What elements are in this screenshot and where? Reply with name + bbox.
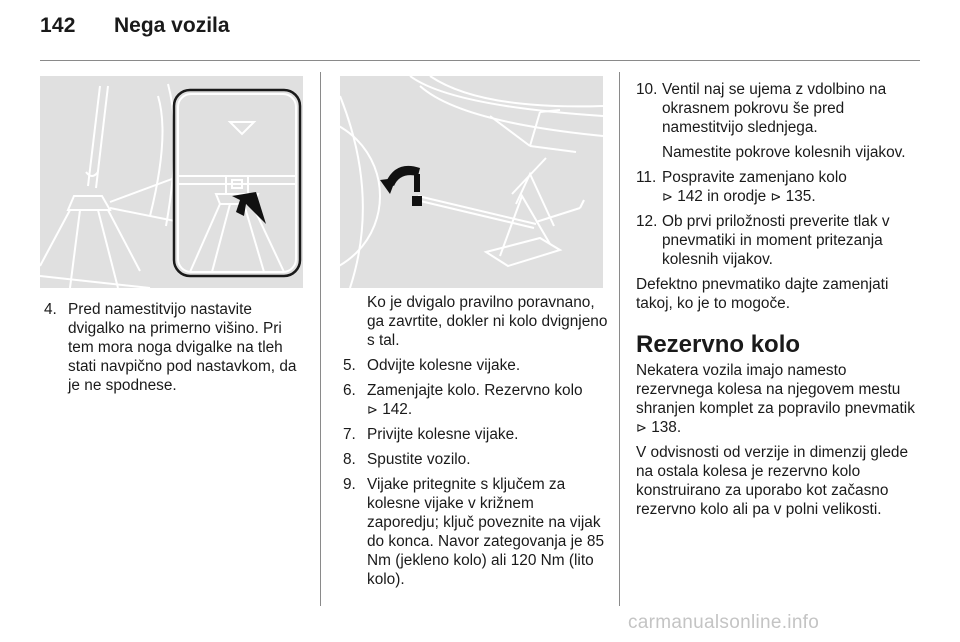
column-1 [44,300,310,401]
page-ref-icon: ⊳ [662,189,673,204]
watermark: carmanualsonline.info [628,612,820,633]
step-text: Ob prvi priložnosti preverite tlak v pnevmatiki in moment pritezanja kolesnih vijakov. [662,213,890,268]
defect-note: Defektno pnevmatiko dajte zamenjati takoj, ko je to mogoče. [636,276,889,312]
step-text: Pred namestitvijo nastavite dvigalko na primerno višino. Pri tem mora noga dvigalke na tleh stati navpično pod nastavkom, da je ne spodnese. [68,301,297,394]
header-rule [40,60,920,61]
step-text: Privijte kolesne vijake. [367,426,519,443]
step-text: Ventil naj se ujema z vdolbino na okrasnem pokrovu še pred namestitvijo slednjega. [662,81,887,136]
page-ref-link[interactable]: 142. [382,401,413,418]
page-ref-icon: ⊳ [770,189,782,204]
column-divider-1 [320,72,321,606]
paragraph-text: Nekatera vozila imajo namesto rezervnega kolesa na njegovem mestu shranjen komplet za popravilo pnevmatik [636,362,915,417]
figure-jack-crank [340,76,603,288]
page-ref-link[interactable]: 138. [651,419,682,436]
spare-wheel-paragraph-2: V odvisnosti od verzije in dimenzij glede na ostala kolesa je rezervno kolo konstruirano za uporabo kot začasno rezervno kolo ali pa v polni velikosti. [636,444,909,518]
step-text: Zamenjajte kolo. Rezervno kolo [367,382,583,399]
page-ref-link[interactable]: 142 in orodje [677,188,767,205]
section-title: Rezervno kolo [636,331,801,358]
step-text: Spustite vozilo. [367,451,471,468]
page-ref-icon: ⊳ [636,420,647,435]
step-9 [343,475,609,589]
column-2 [343,293,609,595]
step-number: 4. [44,301,57,318]
step-6 [343,381,609,419]
step-text: Vijake pritegnite s ključem za kolesne vijake v križnem zaporedju; ključ poveznite na vijak do konca. Navor zategovanja je 85 Nm (jekleno kolo) ali 120 Nm (lito kolo). [367,476,604,588]
page-number: 142 [40,14,76,37]
page-ref-icon: ⊳ [367,402,378,417]
step-11 [636,168,926,206]
step-12 [636,212,926,269]
step-number: 6. [343,382,356,399]
step-number: 5. [343,357,356,374]
step-number: 10. [636,81,658,98]
step-7 [343,425,609,444]
step-number: 7. [343,426,356,443]
step-text: Pospravite zamenjano kolo [662,169,847,186]
step-number: 12. [636,213,658,230]
step-number: 9. [343,476,356,493]
jack-intro: Ko je dvigalo pravilno poravnano, ga zavrtite, dokler ni kolo dvignjeno s tal. [367,294,608,349]
step-10-sub: Namestite pokrove kolesnih vijakov. [662,144,906,161]
page-ref-link[interactable]: 135. [785,188,816,205]
step-5 [343,356,609,375]
page-title: Nega vozila [114,14,230,37]
step-number: 8. [343,451,356,468]
step-8 [343,450,609,469]
step-number: 11. [636,169,657,186]
spare-wheel-paragraph-1 [636,361,926,437]
figure-jack-position [40,76,303,288]
step-10 [636,80,926,137]
column-divider-2 [619,72,620,606]
step-4 [44,300,310,395]
step-text: Odvijte kolesne vijake. [367,357,521,374]
column-3 [636,80,926,525]
